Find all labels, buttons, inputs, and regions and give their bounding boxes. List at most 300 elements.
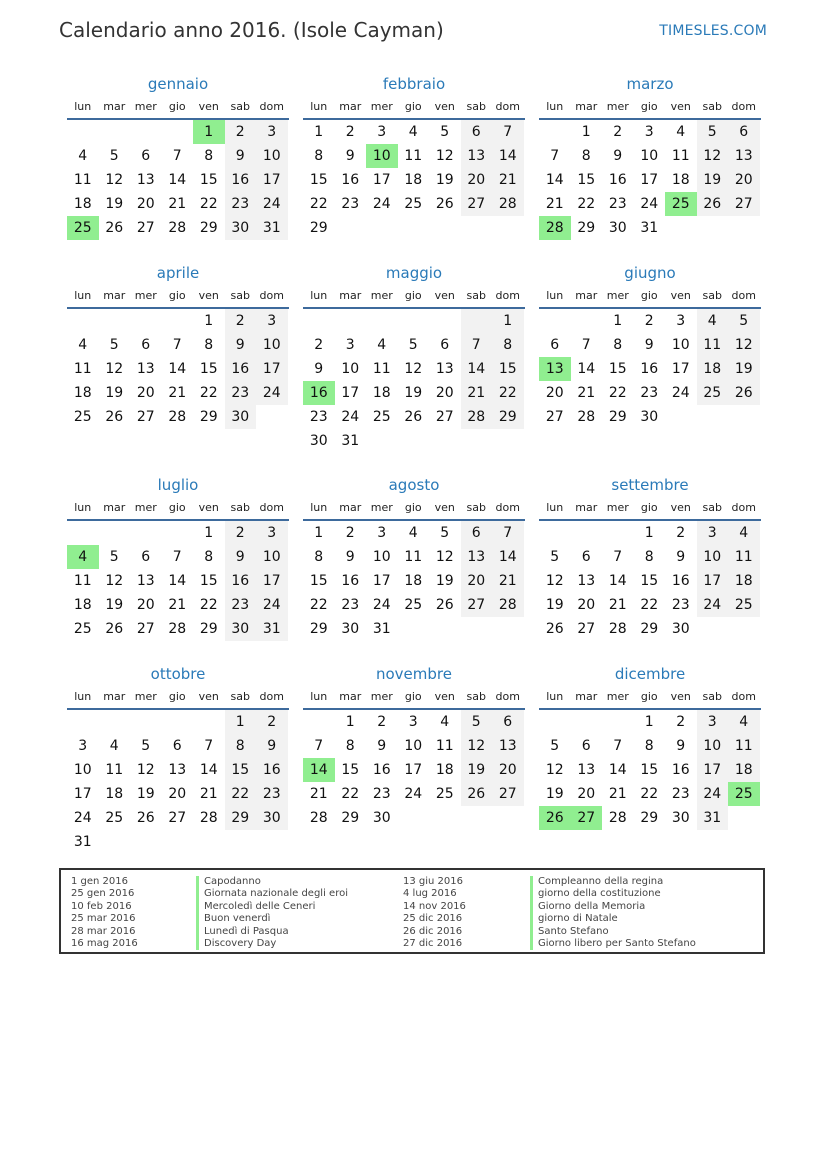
day-cell: 30: [225, 216, 257, 240]
weekday-label: dom: [259, 690, 284, 703]
empty-cell: [539, 309, 571, 333]
day-cell: 30: [225, 617, 257, 641]
day-cell: 19: [697, 168, 729, 192]
weekday-label: mar: [339, 690, 362, 703]
day-cell: 29: [640, 621, 659, 637]
month-name: luglio: [157, 476, 199, 494]
day-cell: 31: [697, 806, 729, 830]
day-cell: 27: [168, 810, 187, 826]
day-cell: 12: [136, 762, 155, 778]
day-cell: 3: [697, 521, 729, 545]
day-cell: 10: [256, 333, 288, 357]
empty-cell: [256, 405, 288, 429]
legend-holiday-name: Giorno della Memoria: [530, 901, 696, 913]
day-cell: 9: [345, 148, 355, 164]
day-cell: 27: [571, 806, 603, 830]
day-cell: 2: [377, 714, 387, 730]
day-grid: [303, 710, 525, 830]
weekday-label: ven: [670, 289, 691, 302]
weekday-label: gio: [640, 289, 658, 302]
empty-cell: [461, 429, 493, 453]
day-cell: 5: [550, 738, 560, 754]
month-gennaio: [67, 72, 289, 240]
legend-date: 26 dic 2016: [403, 925, 463, 937]
day-cell: 1: [581, 124, 591, 140]
day-cell: 25: [105, 810, 124, 826]
day-cell: 10: [640, 148, 659, 164]
weekday-label: sab: [230, 501, 250, 514]
day-cell: 6: [550, 337, 560, 353]
legend-holiday-name: Santo Stefano: [530, 926, 696, 938]
day-cell: 7: [204, 738, 214, 754]
weekday-label: ven: [670, 501, 691, 514]
empty-cell: [697, 617, 729, 641]
weekday-header: [303, 686, 525, 710]
day-cell: 28: [199, 810, 218, 826]
day-cell: 20: [577, 597, 596, 613]
day-grid: [67, 120, 289, 240]
empty-cell: [193, 830, 225, 854]
day-cell: 29: [640, 810, 659, 826]
day-cell: 8: [644, 549, 654, 565]
empty-cell: [461, 216, 493, 240]
day-cell: 4: [676, 124, 686, 140]
day-cell: 21: [168, 597, 187, 613]
weekday-label: lun: [546, 690, 564, 703]
day-cell: 25: [73, 621, 92, 637]
day-cell: 21: [545, 196, 564, 212]
month-name: ottobre: [150, 665, 206, 683]
day-cell: 11: [404, 148, 423, 164]
empty-cell: [492, 806, 524, 830]
day-grid: [303, 120, 525, 240]
day-cell: 4: [109, 738, 119, 754]
day-cell: 18: [697, 357, 729, 381]
empty-cell: [697, 216, 729, 240]
legend-date: 27 dic 2016: [403, 938, 463, 950]
day-cell: 19: [728, 357, 760, 381]
day-cell: 18: [404, 573, 423, 589]
day-cell: 22: [640, 786, 659, 802]
day-cell: 17: [697, 758, 729, 782]
day-cell: 25: [73, 409, 92, 425]
weekday-label: mer: [606, 100, 629, 113]
day-cell: 23: [225, 381, 257, 405]
day-cell: 24: [697, 593, 729, 617]
legend-holiday-name: Capodanno: [196, 876, 348, 888]
weekday-label: ven: [434, 501, 455, 514]
empty-cell: [665, 216, 697, 240]
day-cell: 13: [728, 144, 760, 168]
day-cell: 3: [78, 738, 88, 754]
day-cell: 20: [136, 196, 155, 212]
day-cell: 24: [256, 593, 288, 617]
day-cell: 30: [671, 621, 690, 637]
day-cell: 2: [225, 521, 257, 545]
day-cell: 24: [697, 782, 729, 806]
day-cell: 9: [676, 549, 686, 565]
day-cell: 10: [697, 734, 729, 758]
day-cell: 30: [608, 220, 627, 236]
day-cell: 26: [105, 409, 124, 425]
day-cell: 27: [461, 192, 493, 216]
day-cell: 28: [309, 810, 328, 826]
day-cell: 28: [492, 192, 524, 216]
month-name: dicembre: [614, 665, 686, 683]
day-cell: 7: [492, 521, 524, 545]
day-cell: 12: [435, 148, 454, 164]
day-grid: [539, 120, 761, 240]
day-cell: 15: [341, 762, 360, 778]
day-cell: 26: [461, 782, 493, 806]
day-cell: 8: [204, 148, 214, 164]
day-cell: 23: [225, 192, 257, 216]
day-cell: 11: [73, 361, 92, 377]
empty-cell: [99, 710, 131, 734]
day-cell: 1: [225, 710, 257, 734]
day-cell: 31: [256, 216, 288, 240]
day-cell: 19: [105, 196, 124, 212]
day-cell: 5: [141, 738, 151, 754]
day-cell: 3: [345, 337, 355, 353]
day-cell: 17: [256, 357, 288, 381]
day-cell: 17: [73, 786, 92, 802]
legend-dates-right: [403, 876, 466, 950]
day-cell: 21: [492, 168, 524, 192]
day-cell: 4: [408, 124, 418, 140]
day-cell: 23: [640, 385, 659, 401]
weekday-header: [539, 686, 761, 710]
day-cell: 13: [168, 762, 187, 778]
day-cell: 1: [204, 525, 214, 541]
day-cell: 3: [256, 521, 288, 545]
day-cell: 15: [225, 758, 257, 782]
day-cell: 14: [461, 357, 493, 381]
weekday-label: lun: [546, 501, 564, 514]
weekday-header: [303, 285, 525, 309]
day-grid: [303, 309, 525, 453]
empty-cell: [728, 216, 760, 240]
day-cell: 10: [341, 361, 360, 377]
weekday-header: [67, 686, 289, 710]
day-cell: 6: [581, 549, 591, 565]
day-cell: 6: [728, 120, 760, 144]
day-cell: 23: [608, 196, 627, 212]
day-cell: 7: [550, 148, 560, 164]
day-cell: 6: [141, 549, 151, 565]
day-cell: 23: [341, 196, 360, 212]
day-cell: 1: [204, 313, 214, 329]
day-cell: 26: [136, 810, 155, 826]
empty-cell: [99, 830, 131, 854]
day-cell: 27: [136, 220, 155, 236]
month-name: agosto: [388, 476, 440, 494]
day-cell: 11: [404, 549, 423, 565]
day-cell: 19: [461, 758, 493, 782]
weekday-label: ven: [670, 100, 691, 113]
empty-cell: [366, 216, 398, 240]
day-cell: 21: [492, 569, 524, 593]
day-cell: 14: [168, 172, 187, 188]
day-cell: 9: [225, 333, 257, 357]
empty-cell: [162, 120, 194, 144]
day-cell: 13: [577, 573, 596, 589]
day-cell: 4: [67, 545, 99, 569]
legend-holiday-name: Compleanno della regina: [530, 876, 696, 888]
weekday-label: gio: [404, 289, 422, 302]
empty-cell: [303, 710, 335, 734]
day-cell: 22: [341, 786, 360, 802]
day-cell: 6: [461, 120, 493, 144]
weekday-label: mer: [606, 289, 629, 302]
day-cell: 2: [225, 120, 257, 144]
day-cell: 20: [136, 597, 155, 613]
day-cell: 11: [73, 172, 92, 188]
day-cell: 21: [168, 196, 187, 212]
day-cell: 7: [613, 549, 623, 565]
weekday-label: sab: [230, 100, 250, 113]
day-cell: 2: [676, 525, 686, 541]
day-cell: 18: [73, 597, 92, 613]
weekday-label: ven: [434, 100, 455, 113]
empty-cell: [571, 309, 603, 333]
day-cell: 12: [404, 361, 423, 377]
day-cell: 13: [577, 762, 596, 778]
day-cell: 6: [141, 148, 151, 164]
empty-cell: [67, 309, 99, 333]
day-cell: 17: [671, 361, 690, 377]
day-cell: 3: [676, 313, 686, 329]
weekday-label: mar: [103, 501, 126, 514]
legend-holiday-name: Mercoledì delle Ceneri: [196, 901, 348, 913]
day-cell: 24: [372, 196, 391, 212]
day-cell: 2: [345, 525, 355, 541]
day-cell: 3: [697, 710, 729, 734]
day-cell: 15: [309, 172, 328, 188]
weekday-label: sab: [466, 690, 486, 703]
legend-dates-left: [71, 876, 138, 950]
weekday-label: mar: [575, 501, 598, 514]
empty-cell: [539, 120, 571, 144]
day-cell: 7: [492, 120, 524, 144]
day-cell: 4: [78, 337, 88, 353]
day-cell: 2: [644, 313, 654, 329]
month-febbraio: [303, 72, 525, 240]
day-cell: 14: [577, 361, 596, 377]
day-cell: 8: [204, 549, 214, 565]
day-cell: 15: [199, 361, 218, 377]
empty-cell: [398, 309, 430, 333]
day-cell: 23: [671, 786, 690, 802]
empty-cell: [398, 429, 430, 453]
empty-cell: [193, 710, 225, 734]
day-cell: 8: [581, 148, 591, 164]
day-cell: 24: [640, 196, 659, 212]
day-cell: 14: [199, 762, 218, 778]
day-cell: 6: [461, 521, 493, 545]
day-cell: 26: [105, 220, 124, 236]
day-cell: 4: [728, 521, 760, 545]
empty-cell: [429, 806, 461, 830]
day-cell: 10: [372, 549, 391, 565]
empty-cell: [728, 806, 760, 830]
empty-cell: [67, 521, 99, 545]
weekday-label: dom: [731, 501, 756, 514]
day-cell: 28: [608, 810, 627, 826]
day-cell: 7: [172, 337, 182, 353]
day-cell: 23: [341, 597, 360, 613]
empty-cell: [256, 830, 288, 854]
day-cell: 2: [225, 309, 257, 333]
day-cell: 8: [204, 337, 214, 353]
day-cell: 9: [225, 144, 257, 168]
day-cell: 3: [377, 124, 387, 140]
legend-names-left: [196, 876, 348, 950]
day-cell: 26: [728, 381, 760, 405]
empty-cell: [602, 521, 634, 545]
day-cell: 21: [608, 597, 627, 613]
day-cell: 28: [577, 409, 596, 425]
weekday-label: ven: [434, 289, 455, 302]
weekday-label: sab: [466, 501, 486, 514]
day-cell: 24: [73, 810, 92, 826]
day-cell: 29: [199, 220, 218, 236]
weekday-label: mer: [370, 100, 393, 113]
day-cell: 23: [372, 786, 391, 802]
legend-holiday-name: giorno della costituzione: [530, 888, 696, 900]
day-cell: 24: [404, 786, 423, 802]
empty-cell: [162, 710, 194, 734]
day-cell: 15: [640, 573, 659, 589]
day-cell: 5: [408, 337, 418, 353]
day-cell: 13: [539, 357, 571, 381]
weekday-label: gio: [404, 100, 422, 113]
day-cell: 14: [608, 762, 627, 778]
month-luglio: [67, 473, 289, 641]
day-cell: 2: [256, 710, 288, 734]
day-cell: 21: [199, 786, 218, 802]
day-cell: 4: [377, 337, 387, 353]
empty-cell: [398, 617, 430, 641]
empty-cell: [602, 710, 634, 734]
day-cell: 11: [372, 361, 391, 377]
day-cell: 29: [309, 220, 328, 236]
day-cell: 24: [256, 381, 288, 405]
day-cell: 10: [256, 144, 288, 168]
day-cell: 18: [728, 758, 760, 782]
legend-date: 4 lug 2016: [403, 888, 457, 900]
weekday-label: gio: [168, 289, 186, 302]
day-cell: 22: [199, 385, 218, 401]
day-cell: 2: [345, 124, 355, 140]
weekday-label: dom: [495, 501, 520, 514]
weekday-label: dom: [731, 100, 756, 113]
day-cell: 20: [492, 758, 524, 782]
day-cell: 31: [73, 834, 92, 850]
empty-cell: [429, 429, 461, 453]
day-cell: 9: [377, 738, 387, 754]
day-cell: 5: [697, 120, 729, 144]
day-cell: 24: [256, 192, 288, 216]
day-cell: 24: [671, 385, 690, 401]
day-cell: 8: [644, 738, 654, 754]
day-cell: 30: [256, 806, 288, 830]
day-cell: 5: [461, 710, 493, 734]
day-cell: 15: [640, 762, 659, 778]
brand-link[interactable]: TIMESLES.COM: [659, 23, 767, 39]
month-giugno: [539, 261, 761, 429]
day-cell: 3: [644, 124, 654, 140]
day-cell: 30: [309, 433, 328, 449]
day-cell: 13: [136, 361, 155, 377]
weekday-label: gio: [640, 100, 658, 113]
weekday-label: gio: [168, 100, 186, 113]
weekday-label: sab: [230, 690, 250, 703]
weekday-label: ven: [198, 690, 219, 703]
day-cell: 21: [608, 786, 627, 802]
day-cell: 16: [608, 172, 627, 188]
day-cell: 29: [309, 621, 328, 637]
day-cell: 13: [492, 734, 524, 758]
empty-cell: [429, 617, 461, 641]
day-cell: 25: [404, 196, 423, 212]
empty-cell: [492, 429, 524, 453]
day-cell: 13: [461, 545, 493, 569]
weekday-label: mar: [575, 690, 598, 703]
day-cell: 28: [539, 216, 571, 240]
day-cell: 20: [136, 385, 155, 401]
weekday-label: ven: [434, 690, 455, 703]
weekday-label: lun: [546, 100, 564, 113]
month-dicembre: [539, 662, 761, 830]
day-cell: 11: [105, 762, 124, 778]
weekday-label: mer: [370, 690, 393, 703]
month-name: febbraio: [382, 75, 446, 93]
day-cell: 22: [492, 381, 524, 405]
day-cell: 18: [404, 172, 423, 188]
weekday-label: sab: [702, 100, 722, 113]
day-cell: 9: [345, 549, 355, 565]
day-cell: 16: [225, 168, 257, 192]
day-cell: 2: [613, 124, 623, 140]
day-cell: 21: [461, 381, 493, 405]
day-cell: 19: [435, 573, 454, 589]
day-cell: 27: [136, 621, 155, 637]
legend-date: 16 mag 2016: [71, 938, 138, 950]
empty-cell: [99, 521, 131, 545]
empty-cell: [225, 830, 257, 854]
day-cell: 12: [545, 573, 564, 589]
day-cell: 9: [256, 734, 288, 758]
day-cell: 18: [105, 786, 124, 802]
weekday-label: gio: [640, 690, 658, 703]
day-cell: 20: [168, 786, 187, 802]
weekday-label: lun: [546, 289, 564, 302]
weekday-label: dom: [731, 289, 756, 302]
day-cell: 6: [492, 710, 524, 734]
weekday-label: lun: [74, 501, 92, 514]
day-cell: 16: [341, 573, 360, 589]
day-cell: 26: [435, 597, 454, 613]
day-cell: 7: [172, 549, 182, 565]
day-cell: 12: [435, 549, 454, 565]
day-cell: 29: [199, 409, 218, 425]
day-cell: 3: [408, 714, 418, 730]
weekday-label: mer: [370, 289, 393, 302]
day-cell: 5: [550, 549, 560, 565]
holiday-legend: [59, 868, 765, 954]
weekday-label: gio: [168, 501, 186, 514]
